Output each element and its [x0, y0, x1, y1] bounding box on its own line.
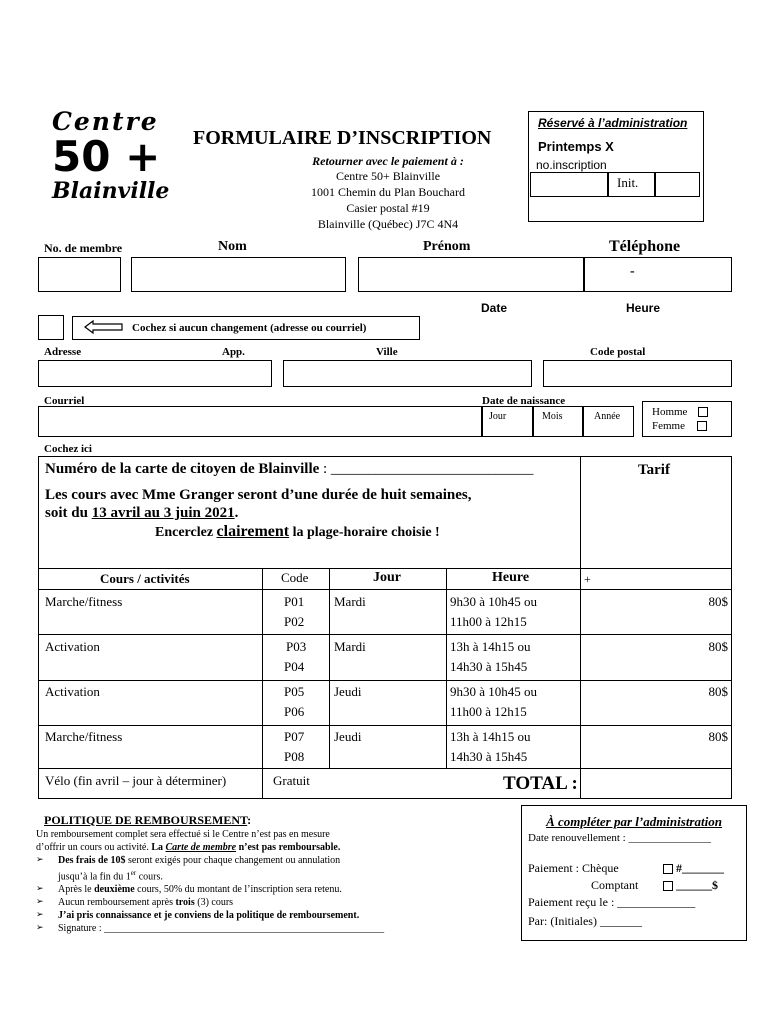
- policy-b3-pre: Aucun remboursement après: [58, 897, 176, 909]
- row-tarif: 80$: [708, 684, 728, 699]
- naissance-jour-input[interactable]: [482, 406, 533, 437]
- row-heure[interactable]: 13h à 14h15 ou: [450, 639, 531, 654]
- policy-b2-bold: deuxième: [94, 884, 135, 896]
- row-heure[interactable]: 11h00 à 12h15: [450, 704, 527, 719]
- ville-input[interactable]: [283, 360, 532, 387]
- row-tarif: 80$: [708, 594, 728, 609]
- naissance-label: Date de naissance: [482, 395, 566, 407]
- row-heure[interactable]: 14h30 à 15h45: [450, 659, 528, 674]
- form-title: FORMULAIRE D’INSCRIPTION: [193, 127, 492, 149]
- comptant-option[interactable]: [663, 878, 718, 893]
- col-header-heure: Heure: [492, 570, 530, 585]
- signature-line[interactable]: Signature : ________________________________________________________: [58, 923, 385, 935]
- address-line: 1001 Chemin du Plan Bouchard: [311, 185, 465, 199]
- admin-extra-field[interactable]: [655, 172, 700, 197]
- tarif-divider: [580, 456, 581, 799]
- row-separator: [38, 725, 732, 726]
- admin-paiement-label: Paiement : Chèque: [528, 861, 619, 875]
- policy-frais: Des frais de 10$: [58, 855, 126, 866]
- policy-list: [30, 854, 470, 935]
- row-tarif: 80$: [708, 729, 728, 744]
- logo-line-centre: Centre: [52, 107, 159, 136]
- homme-checkbox[interactable]: [698, 407, 708, 417]
- address-line: Casier postal #19: [346, 201, 430, 215]
- homme-option[interactable]: [652, 406, 708, 418]
- policy-acknowledge: J’ai pris connaissance et je conviens de la politique de remboursement.: [58, 910, 360, 922]
- nom-input[interactable]: [131, 257, 346, 292]
- prenom-label: Prénom: [423, 239, 471, 254]
- row-cours: Vélo (fin avril – jour à déterminer): [45, 773, 227, 788]
- col-header-plus: +: [584, 572, 591, 586]
- table-header-line: [38, 589, 732, 590]
- row-code[interactable]: P05: [284, 684, 305, 699]
- citizen-card-line: [45, 461, 533, 478]
- policy-title: [44, 813, 251, 828]
- adresse-label: Adresse: [44, 346, 82, 358]
- col-divider: [329, 568, 330, 768]
- course-info-line1: Les cours avec Mme Granger seront d’une durée de huit semaines,: [45, 487, 472, 503]
- code-postal-label: Code postal: [590, 346, 646, 358]
- course-dates: 13 avril au 3 juin 2021: [91, 505, 235, 521]
- femme-checkbox[interactable]: [697, 421, 707, 431]
- prenom-input[interactable]: [358, 257, 584, 292]
- telephone-label: Téléphone: [609, 238, 681, 255]
- row-jour: Jeudi: [334, 684, 362, 699]
- admin-init-label: Init.: [617, 175, 639, 190]
- col-header-cours: Cours / activités: [100, 571, 190, 586]
- policy-b3-bold: trois: [175, 897, 195, 909]
- naissance-mois-label: Mois: [542, 411, 563, 422]
- policy-frais-end: cours.: [136, 871, 163, 883]
- citizen-card-blank[interactable]: : ___________________________: [319, 461, 534, 477]
- policy-item: [30, 896, 470, 909]
- policy-item: [30, 883, 470, 896]
- admin-complete-title: À compléter par l’administration: [546, 814, 722, 829]
- comptant-checkbox[interactable]: [663, 881, 673, 891]
- naissance-annee-label: Année: [594, 411, 621, 422]
- admin-no-label: no.inscription: [536, 158, 607, 172]
- row-jour: Mardi: [334, 594, 366, 609]
- logo: [52, 107, 170, 213]
- row-jour: Mardi: [334, 639, 366, 654]
- col-header-code: Code: [281, 570, 309, 585]
- row-heure[interactable]: 9h30 à 10h45 ou: [450, 684, 538, 699]
- circle-post: la plage-horaire choisie !: [289, 525, 440, 540]
- admin-renouvellement[interactable]: Date renouvellement : _______________: [528, 832, 711, 844]
- femme-option[interactable]: [652, 420, 707, 432]
- admin-comptant-label: Comptant: [591, 878, 639, 892]
- no-change-checkbox[interactable]: [38, 315, 64, 340]
- address-line: Blainville (Québec) J7C 4N4: [317, 217, 459, 231]
- row-code[interactable]: P06: [284, 704, 305, 719]
- courriel-input[interactable]: [38, 406, 482, 437]
- circle-instruction: [155, 523, 440, 541]
- naissance-jour-label: Jour: [489, 411, 507, 422]
- admin-reserved-title: Réservé à l’administration: [538, 116, 688, 130]
- policy-item: [30, 909, 470, 922]
- admin-recu[interactable]: Paiement reçu le : _____________: [528, 895, 696, 909]
- course-dates-post: .: [234, 505, 239, 521]
- policy-b3-post: (3) cours: [194, 897, 234, 909]
- col-header-jour: Jour: [373, 570, 401, 585]
- homme-label: Homme: [652, 406, 688, 418]
- arrow-left-icon: [84, 320, 124, 334]
- cheque-option[interactable]: [663, 861, 724, 876]
- return-address: [270, 168, 506, 232]
- ville-label: Ville: [376, 346, 398, 358]
- naissance-mois-input[interactable]: [533, 406, 583, 437]
- row-code[interactable]: P04: [284, 659, 305, 674]
- admin-no-field[interactable]: [530, 172, 608, 197]
- admin-paiement-cheque[interactable]: [528, 861, 619, 876]
- code-postal-input[interactable]: [543, 360, 732, 387]
- row-separator: [38, 680, 732, 681]
- circle-pre: Encerclez: [155, 525, 217, 540]
- policy-intro-bold: La: [151, 842, 166, 853]
- telephone-input[interactable]: [584, 257, 732, 292]
- courriel-label: Courriel: [44, 395, 85, 407]
- policy-item[interactable]: [30, 922, 470, 935]
- policy-item: [30, 854, 470, 883]
- policy-title-colon: :: [247, 813, 252, 827]
- row-code[interactable]: P01: [284, 594, 305, 609]
- policy-frais-rest: seront exigés pour chaque changement ou annulation: [125, 855, 341, 866]
- nom-label: Nom: [218, 239, 247, 254]
- cheque-checkbox[interactable]: [663, 864, 673, 874]
- heure-label: Heure: [626, 301, 661, 315]
- row-tarif: 80$: [708, 639, 728, 654]
- policy-intro-post: n’est pas remboursable.: [236, 842, 341, 853]
- policy-b2-post: cours, 50% du montant de l’inscription sera retenu.: [134, 884, 342, 896]
- logo-line-50: 50 +: [52, 132, 161, 181]
- policy-intro-line1: Un remboursement complet sera effectué si le Centre n’est pas en mesure: [36, 829, 330, 840]
- row-jour: Jeudi: [334, 729, 362, 744]
- adresse-input[interactable]: [38, 360, 272, 387]
- row-separator: [38, 634, 732, 635]
- policy-b2-pre: Après le: [58, 884, 95, 896]
- table-top-line: [38, 568, 732, 569]
- policy-sup: er: [130, 869, 137, 877]
- course-info-line2: [45, 505, 238, 522]
- femme-label: Femme: [652, 420, 685, 432]
- circle-word: clairement: [216, 523, 290, 540]
- policy-intro-line2: [36, 841, 340, 854]
- logo-line-blainville: Blainville: [52, 178, 170, 204]
- phone-dash: -: [630, 264, 635, 279]
- cochez-ici-label: Cochez ici: [44, 443, 92, 455]
- app-label: App.: [222, 346, 245, 358]
- total-label: TOTAL :: [503, 773, 578, 794]
- policy-title-text: POLITIQUE DE REMBOURSEMENT: [44, 813, 248, 827]
- course-dates-pre: soit du: [45, 505, 92, 521]
- row-code[interactable]: P02: [284, 614, 305, 629]
- cheque-blank[interactable]: #_______: [676, 861, 724, 875]
- citizen-card-label: Numéro de la carte de citoyen de Blainville: [45, 461, 320, 477]
- comptant-blank[interactable]: ______$: [676, 878, 718, 892]
- row-heure[interactable]: 11h00 à 12h15: [450, 614, 527, 629]
- total-field[interactable]: [580, 768, 732, 799]
- return-label: Retourner avec le paiement à :: [312, 154, 464, 168]
- row-heure[interactable]: 14h30 à 15h45: [450, 749, 528, 764]
- member-no-label: No. de membre: [44, 241, 123, 255]
- admin-session: Printemps X: [538, 139, 614, 154]
- row-cours: Activation: [45, 639, 100, 654]
- row-cours: Activation: [45, 684, 100, 699]
- policy-carte-membre: Carte de membre: [165, 842, 237, 853]
- date-label: Date: [481, 301, 508, 315]
- policy-intro: [36, 828, 340, 854]
- address-line: Centre 50+ Blainville: [335, 169, 441, 183]
- member-no-input[interactable]: [38, 257, 121, 292]
- admin-init-field[interactable]: [608, 172, 655, 197]
- row-code[interactable]: P08: [284, 749, 305, 764]
- row-code[interactable]: Gratuit: [273, 773, 310, 788]
- col-divider: [262, 568, 263, 799]
- tarif-header: Tarif: [638, 462, 670, 478]
- naissance-annee-input[interactable]: [583, 406, 634, 437]
- row-heure[interactable]: 13h à 14h15 ou: [450, 729, 531, 744]
- row-code[interactable]: P07: [284, 729, 305, 744]
- row-heure[interactable]: 9h30 à 10h45 ou: [450, 594, 538, 609]
- row-code[interactable]: P03: [286, 639, 307, 654]
- row-cours: Marche/fitness: [45, 729, 123, 744]
- no-change-label: Cochez si aucun changement (adresse ou courriel): [132, 322, 367, 334]
- policy-intro-pre: d’offrir un cours ou activité.: [36, 842, 152, 853]
- col-divider: [446, 568, 447, 768]
- admin-par[interactable]: Par: (Initiales) _______: [528, 914, 642, 928]
- policy-frais-line2: jusqu’à la fin du 1: [58, 871, 131, 883]
- row-cours: Marche/fitness: [45, 594, 123, 609]
